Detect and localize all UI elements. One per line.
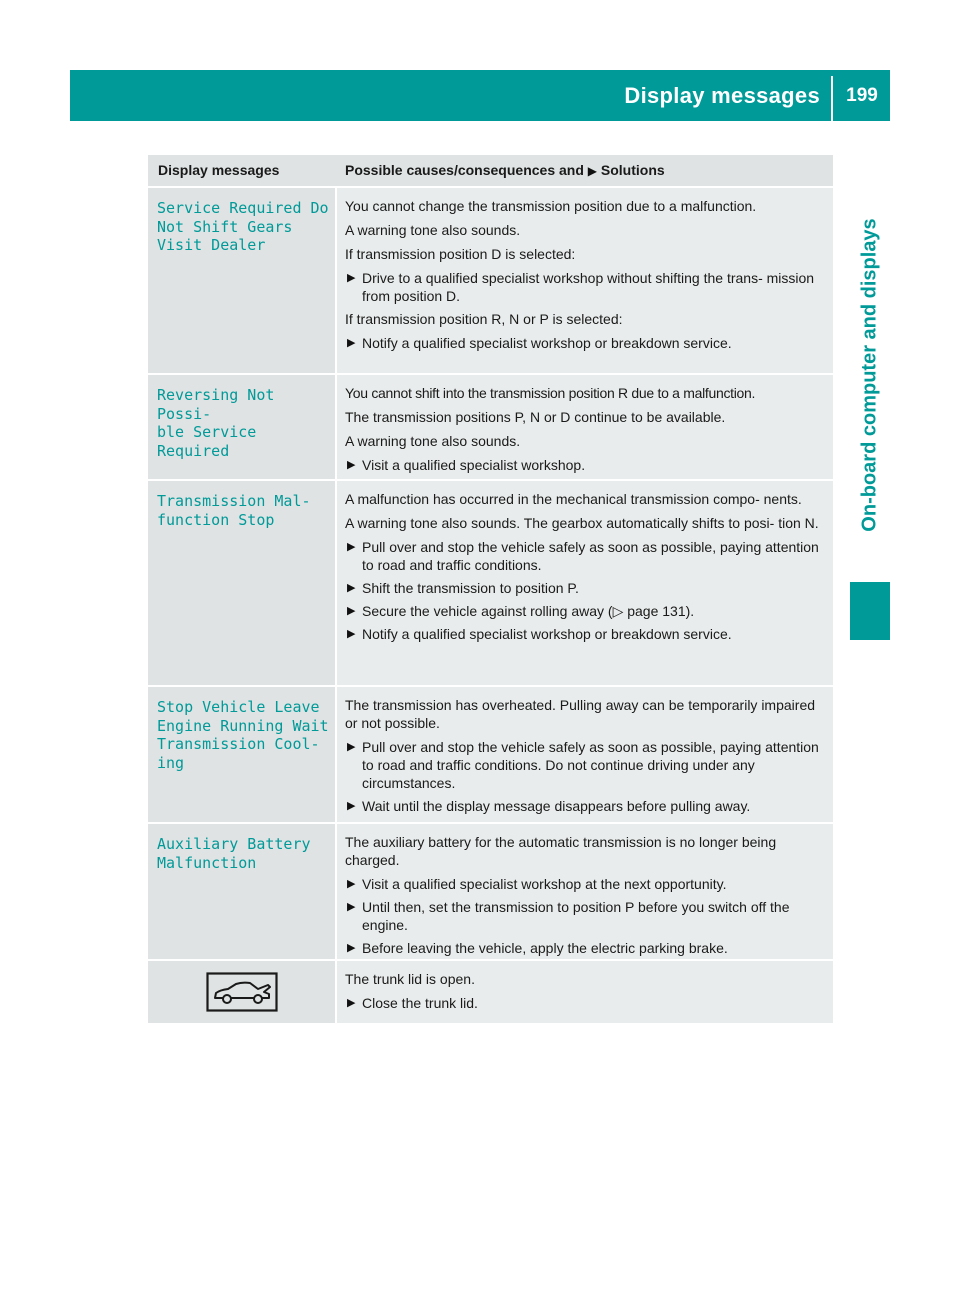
cause-text: A warning tone also sounds. The gearbox automatically shifts to posi- tion N.	[345, 515, 819, 531]
solution-arrow-icon: ▶	[587, 164, 598, 178]
message-cell	[148, 481, 335, 685]
solution-step	[345, 602, 827, 620]
step-arrow-icon: ▶	[347, 605, 356, 617]
column-header-causes	[335, 155, 833, 186]
step-arrow-icon: ▶	[347, 459, 356, 471]
solution-step-text: Pull over and stop the vehicle safely as soon as possible, paying attention to road and traffic conditions.	[362, 539, 819, 573]
message-cell	[148, 961, 335, 1023]
solution-step	[345, 625, 827, 643]
step-arrow-icon: ▶	[347, 541, 356, 553]
cause-text: The trunk lid is open.	[345, 971, 475, 987]
solution-step	[345, 579, 827, 597]
table-row	[148, 188, 833, 373]
solution-step-text: Drive to a qualified specialist workshop without shifting the trans- mission from position D.	[362, 270, 815, 304]
solution-cell	[337, 824, 833, 959]
solution-step	[345, 994, 827, 1012]
step-arrow-icon: ▶	[347, 800, 356, 812]
cause-text: The transmission positions P, N or D continue to be available.	[345, 409, 726, 425]
solution-step-text: Notify a qualified specialist workshop or breakdown service.	[362, 626, 732, 642]
solution-step	[345, 538, 827, 574]
solution-step-text: Visit a qualified specialist workshop at the next opportunity.	[362, 876, 727, 892]
solution-step	[345, 334, 827, 352]
cause-text: You cannot change the transmission position due to a malfunction.	[345, 198, 757, 214]
solution-step	[345, 738, 827, 792]
trunk-open-icon	[206, 972, 278, 1012]
solution-cell	[337, 961, 833, 1023]
solution-cell	[337, 375, 833, 479]
solution-step-text: Secure the vehicle against rolling away (▷ page 131).	[362, 603, 695, 619]
solution-step-text: Notify a qualified specialist workshop or breakdown service.	[362, 335, 732, 351]
message-cell	[148, 375, 335, 479]
message-cell	[148, 188, 335, 373]
solution-step-text: Until then, set the transmission to position P before you switch off the engine.	[362, 899, 790, 933]
section-title: Display messages	[624, 83, 820, 108]
chapter-label: On-board computer and displays	[858, 218, 881, 532]
step-arrow-icon: ▶	[347, 997, 356, 1009]
column-header-solutions-text: Solutions	[597, 162, 665, 178]
table-row	[148, 481, 833, 685]
display-message: Reversing Not Possi- ble Service Required	[157, 386, 275, 460]
display-message: Transmission Mal- function Stop	[157, 492, 311, 529]
solution-step-text: Close the trunk lid.	[362, 995, 478, 1011]
step-arrow-icon: ▶	[347, 901, 356, 913]
message-cell	[148, 687, 335, 822]
page-header	[70, 70, 890, 121]
step-arrow-icon: ▶	[347, 582, 356, 594]
step-arrow-icon: ▶	[347, 878, 356, 890]
solution-step-text: Shift the transmission to position P.	[362, 580, 579, 596]
solution-step	[345, 875, 827, 893]
solution-cell	[337, 481, 833, 685]
message-cell	[148, 824, 335, 959]
cause-text: A warning tone also sounds.	[345, 433, 521, 449]
cause-text: If transmission position D is selected:	[345, 246, 576, 262]
solution-step	[345, 898, 827, 934]
cause-text: If transmission position R, N or P is selected:	[345, 311, 623, 327]
solution-step-text: Before leaving the vehicle, apply the electric parking brake.	[362, 940, 728, 956]
cause-text: The auxiliary battery for the automatic transmission is no longer being charged.	[345, 834, 777, 868]
solution-step	[345, 797, 827, 815]
column-header-messages: Display messages	[158, 162, 280, 178]
cause-text: A warning tone also sounds.	[345, 222, 521, 238]
solution-cell	[337, 687, 833, 822]
cause-text: The transmission has overheated. Pulling away can be temporarily impaired or not possible.	[345, 697, 816, 731]
chapter-marker	[850, 582, 890, 640]
solution-step-text: Pull over and stop the vehicle safely as soon as possible, paying attention to road and traffic conditions. Do not continue driving under any circumstances.	[362, 739, 819, 791]
column-header-causes-text: Possible causes/consequences and	[345, 162, 588, 178]
step-arrow-icon: ▶	[347, 337, 356, 349]
page-number: 199	[846, 85, 878, 106]
display-message: Service Required Do Not Shift Gears Visit Dealer	[157, 199, 329, 254]
solution-step	[345, 456, 827, 474]
cause-text: A malfunction has occurred in the mechanical transmission compo- nents.	[345, 491, 802, 507]
solution-step	[345, 939, 827, 957]
header-divider	[831, 76, 833, 121]
solution-step	[345, 269, 827, 305]
display-message: Auxiliary Battery Malfunction	[157, 835, 311, 872]
table-row	[148, 375, 833, 479]
step-arrow-icon: ▶	[347, 741, 356, 753]
step-arrow-icon: ▶	[347, 272, 356, 284]
step-arrow-icon: ▶	[347, 628, 356, 640]
step-arrow-icon: ▶	[347, 942, 356, 954]
chapter-side-tab	[850, 210, 890, 540]
table-row	[148, 824, 833, 959]
display-message: Stop Vehicle Leave Engine Running Wait Transmission Cool- ing	[157, 698, 329, 772]
solution-step-text: Wait until the display message disappears before pulling away.	[362, 798, 751, 814]
display-messages-table	[148, 155, 833, 1025]
solution-step-text: Visit a qualified specialist workshop.	[362, 457, 586, 473]
solution-cell	[337, 188, 833, 373]
cause-text: You cannot shift into the transmission position R due to a malfunction.	[345, 385, 756, 401]
table-header	[148, 155, 833, 186]
table-row	[148, 687, 833, 822]
table-row	[148, 961, 833, 1023]
